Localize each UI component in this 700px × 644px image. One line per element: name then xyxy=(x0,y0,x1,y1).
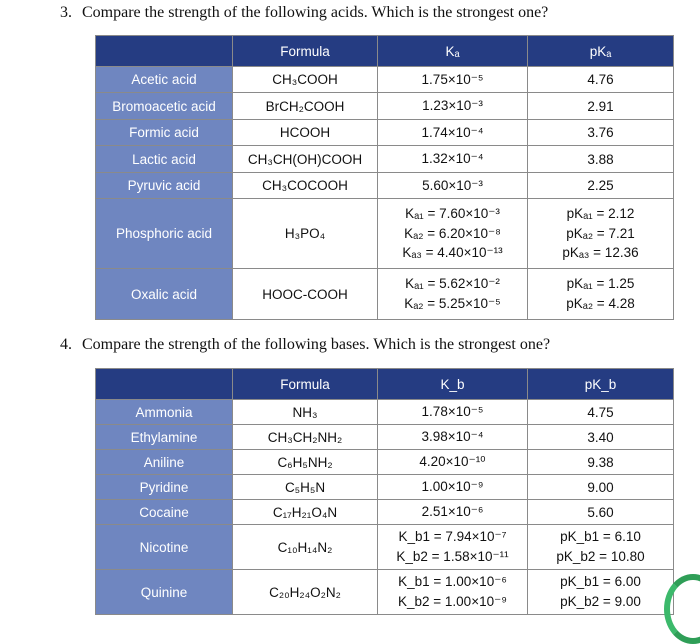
k-line: K_b1 = 1.00×10⁻⁶ xyxy=(398,574,507,590)
k-line: K_b1 = 7.94×10⁻⁷ xyxy=(398,529,507,545)
question-4-text: Compare the strength of the following bases. Which is the strongest one? xyxy=(82,336,551,353)
formula-cell: CH₃CH₂NH₂ xyxy=(233,425,378,450)
compound-name-cell: Phosphoric acid xyxy=(96,199,233,269)
header-row xyxy=(96,36,674,67)
pk-cell xyxy=(528,199,674,269)
k-cell: 4.20×10⁻¹⁰ xyxy=(378,450,528,475)
pk-cell xyxy=(528,570,674,615)
k-cell xyxy=(378,570,528,615)
pk-cell: 3.40 xyxy=(528,425,674,450)
question-3-text: Compare the strength of the following acids. Which is the strongest one? xyxy=(82,4,549,21)
pk-cell: 4.75 xyxy=(528,400,674,425)
compound-name-cell: Pyruvic acid xyxy=(96,173,233,199)
compound-name-cell: Pyridine xyxy=(96,475,233,500)
pk-cell: 5.60 xyxy=(528,500,674,525)
formula-cell: C₂₀H₂₄O₂N₂ xyxy=(233,570,378,615)
formula-cell: C₆H₅NH₂ xyxy=(233,450,378,475)
table-row xyxy=(96,525,674,570)
compound-name-cell: Aniline xyxy=(96,450,233,475)
pk-line: pKₐ₂ = 7.21 xyxy=(566,225,635,241)
table-row xyxy=(96,146,674,173)
pk-line: pK_b2 = 10.80 xyxy=(556,549,645,564)
table-row xyxy=(96,570,674,615)
question-4-number: 4. xyxy=(60,336,72,353)
formula-cell: NH₃ xyxy=(233,400,378,425)
pk-cell: 4.76 xyxy=(528,67,674,93)
table-row xyxy=(96,199,674,269)
table-row xyxy=(96,93,674,120)
pk-cell: 9.00 xyxy=(528,475,674,500)
k-cell: 5.60×10⁻³ xyxy=(378,173,528,199)
acids-table xyxy=(95,35,674,320)
header-row xyxy=(96,369,674,400)
formula-cell: HOOC-COOH xyxy=(233,269,378,320)
k-cell: 1.32×10⁻⁴ xyxy=(378,146,528,173)
formula-cell: C₁₀H₁₄N₂ xyxy=(233,525,378,570)
pk-line: pKₐ₂ = 4.28 xyxy=(566,296,635,311)
header-cell: K_b xyxy=(378,369,528,400)
pk-cell: 3.76 xyxy=(528,120,674,146)
formula-cell: CH₃CH(OH)COOH xyxy=(233,146,378,173)
pk-line: pK_b1 = 6.10 xyxy=(560,529,641,545)
pk-line: pK_b2 = 9.00 xyxy=(560,594,641,609)
compound-name-cell: Cocaine xyxy=(96,500,233,525)
compound-name-cell: Ethylamine xyxy=(96,425,233,450)
pk-line: pK_b1 = 6.00 xyxy=(560,574,641,590)
formula-cell: C₁₇H₂₁O₄N xyxy=(233,500,378,525)
pk-cell: 9.38 xyxy=(528,450,674,475)
pk-cell xyxy=(528,525,674,570)
header-cell xyxy=(96,36,233,67)
k-line: K_b2 = 1.00×10⁻⁹ xyxy=(398,594,507,609)
compound-name-cell: Ammonia xyxy=(96,400,233,425)
header-cell: pKₐ xyxy=(528,36,674,67)
formula-cell: H₃PO₄ xyxy=(233,199,378,269)
k-cell xyxy=(378,525,528,570)
formula-cell: CH₃COOH xyxy=(233,67,378,93)
pk-line: pKₐ₁ = 2.12 xyxy=(566,206,635,222)
compound-name-cell: Bromoacetic acid xyxy=(96,93,233,120)
header-cell: Formula xyxy=(233,369,378,400)
pk-cell xyxy=(528,269,674,320)
table-row xyxy=(96,120,674,146)
compound-name-cell: Quinine xyxy=(96,570,233,615)
table-row xyxy=(96,475,674,500)
question-4 xyxy=(60,336,550,354)
k-line: Kₐ₁ = 7.60×10⁻³ xyxy=(405,206,500,222)
k-line: Kₐ₂ = 6.20×10⁻⁸ xyxy=(404,225,501,241)
table-row xyxy=(96,269,674,320)
table-row xyxy=(96,425,674,450)
compound-name-cell: Nicotine xyxy=(96,525,233,570)
pk-cell: 2.91 xyxy=(528,93,674,120)
compound-name-cell: Oxalic acid xyxy=(96,269,233,320)
pk-cell: 3.88 xyxy=(528,146,674,173)
table-row xyxy=(96,450,674,475)
formula-cell: BrCH₂COOH xyxy=(233,93,378,120)
bases-table xyxy=(95,368,674,615)
table-row xyxy=(96,67,674,93)
compound-name-cell: Lactic acid xyxy=(96,146,233,173)
formula-cell: CH₃COCOOH xyxy=(233,173,378,199)
pk-line: pKₐ₃ = 12.36 xyxy=(562,245,639,261)
k-cell xyxy=(378,269,528,320)
k-line: K_b2 = 1.58×10⁻¹¹ xyxy=(396,549,509,564)
k-cell: 1.75×10⁻⁵ xyxy=(378,67,528,93)
k-line: Kₐ₂ = 5.25×10⁻⁵ xyxy=(404,296,501,311)
header-cell xyxy=(96,369,233,400)
k-cell: 3.98×10⁻⁴ xyxy=(378,425,528,450)
k-cell xyxy=(378,199,528,269)
formula-cell: HCOOH xyxy=(233,120,378,146)
question-3 xyxy=(60,4,548,22)
k-cell: 1.78×10⁻⁵ xyxy=(378,400,528,425)
question-3-number: 3. xyxy=(60,4,72,21)
table-row xyxy=(96,173,674,199)
k-line: Kₐ₃ = 4.40×10⁻¹³ xyxy=(402,245,503,261)
k-cell: 1.74×10⁻⁴ xyxy=(378,120,528,146)
table-row xyxy=(96,400,674,425)
compound-name-cell: Formic acid xyxy=(96,120,233,146)
compound-name-cell: Acetic acid xyxy=(96,67,233,93)
formula-cell: C₅H₅N xyxy=(233,475,378,500)
header-cell: Formula xyxy=(233,36,378,67)
pk-cell: 2.25 xyxy=(528,173,674,199)
k-cell: 2.51×10⁻⁶ xyxy=(378,500,528,525)
header-cell: pK_b xyxy=(528,369,674,400)
k-cell: 1.23×10⁻³ xyxy=(378,93,528,120)
pk-line: pKₐ₁ = 1.25 xyxy=(566,276,635,292)
table-row xyxy=(96,500,674,525)
k-cell: 1.00×10⁻⁹ xyxy=(378,475,528,500)
k-line: Kₐ₁ = 5.62×10⁻² xyxy=(405,276,500,292)
header-cell: Kₐ xyxy=(378,36,528,67)
